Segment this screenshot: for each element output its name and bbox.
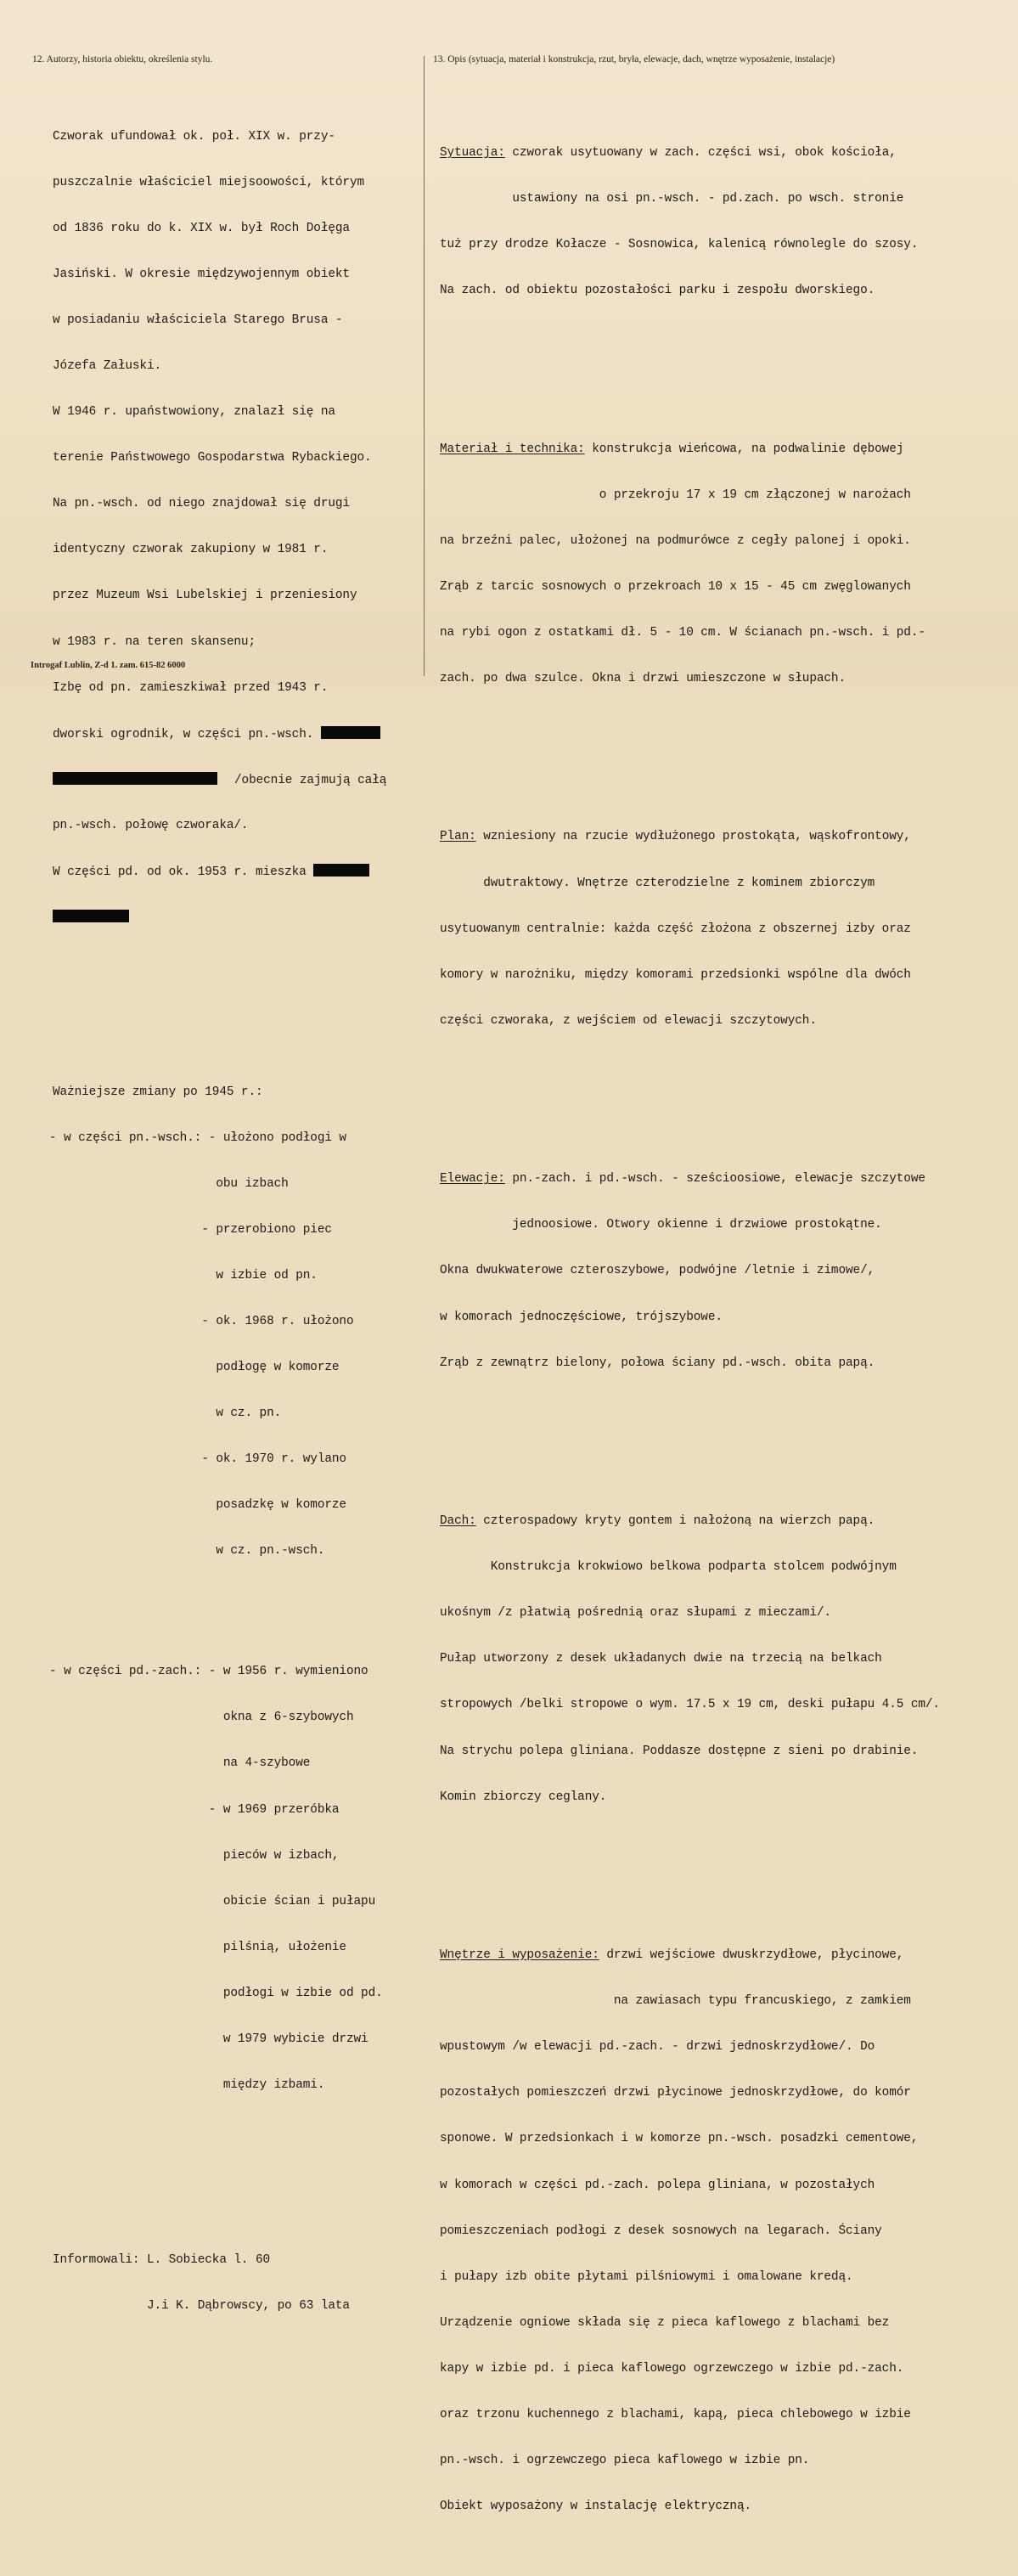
text-line: Urządzenie ogniowe składa się z pieca kaflowego z blachami bez	[440, 2315, 890, 2330]
redaction-block	[313, 864, 369, 877]
text-fragment: pn.-zach. i pd.-wsch. - sześcioosiowe, elewacje szczytowe	[504, 1172, 925, 1187]
text-line: Komin zbiorczy ceglany.	[440, 1790, 607, 1804]
material-section	[440, 411, 1017, 718]
list-item: pieców w izbach,	[49, 1848, 340, 1863]
text-fragment: /obecnie zajmują całą	[234, 773, 387, 787]
text-line: Informowali: L. Sobiecka l. 60	[53, 2252, 271, 2267]
text-line: Zrąb z zewnątrz bielony, połowa ściany pd.-wsch. obita papą.	[440, 1356, 875, 1370]
text-line	[440, 145, 1017, 161]
sytuacja-section	[440, 115, 1017, 330]
list-item: obicie ścian i pułapu	[49, 1894, 376, 1908]
list-item: okna z 6-szybowych	[49, 1711, 354, 1725]
wnetrze-section	[440, 1917, 1017, 2545]
text-line: sponowe. W przedsionkach i w komorze pn.-wsch. posadzki cementowe,	[440, 2132, 919, 2146]
text-line: zach. po dwa szulce. Okna i drzwi umieszczone w słupach.	[440, 672, 846, 686]
text-line	[440, 829, 1017, 844]
text-line	[440, 1513, 1017, 1529]
text-line: Pułap utworzony z desek układanych dwie na trzecią na belkach	[440, 1652, 882, 1666]
list-item: podłogi w izbie od pd.	[49, 1986, 383, 2000]
text-line: J.i K. Dąbrowscy, po 63 lata	[53, 2298, 350, 2313]
history-paragraph	[53, 99, 423, 955]
text-line	[440, 442, 1017, 457]
text-line: jednoosiowe. Otwory okienne i drzwiowe prostokątne.	[440, 1218, 882, 1232]
text-fragment: dworski ogrodnik, w części pn.-wsch.	[53, 727, 321, 741]
text-line: Izbę od pn. zamieszkiwał przed 1943 r.	[53, 680, 329, 695]
text-line: Ważniejsze zmiany po 1945 r.:	[53, 1085, 263, 1099]
list-item: obu izbach	[49, 1176, 289, 1191]
text-line: usytuowanym centralnie: każda część złożona z obszernej izby oraz	[440, 922, 911, 936]
text-line: komory w narożniku, między komorami przedsionki wspólne dla dwóch	[440, 967, 911, 982]
section-title: Sytuacja:	[440, 146, 505, 160]
list-item: posadzkę w komorze	[49, 1498, 346, 1513]
text-line	[53, 910, 423, 925]
text-line: Zrąb z tarcic sosnowych o przekroach 10 x 15 - 45 cm zwęglowanych	[440, 579, 911, 594]
redaction-block	[53, 772, 217, 785]
section-12-header: 12. Autorzy, historia obiektu, określenia stylu.	[32, 54, 213, 65]
text-line: w posiadaniu właściciela Starego Brusa -	[53, 313, 343, 328]
list-item: - w 1969 przeróbka	[49, 1802, 340, 1817]
section-title: Materiał i technika:	[440, 442, 585, 456]
text-line	[440, 1948, 1017, 1963]
text-line: oraz trzonu kuchennego z blachami, kapą, pieca chlebowego w izbie	[440, 2408, 911, 2422]
list-item: - ok. 1970 r. wylano	[49, 1452, 346, 1467]
text-fragment: czterospadowy kryty gontem i nałożoną na wierzch papą.	[475, 1513, 875, 1528]
text-line: Czworak ufundował ok. poł. XIX w. przy-	[53, 130, 335, 144]
text-line: w 1983 r. na teren skansenu;	[53, 634, 256, 649]
list-item: między izbami.	[49, 2077, 325, 2092]
informers	[53, 2222, 423, 2344]
text-fragment: W części pd. od ok. 1953 r. mieszka	[53, 865, 314, 879]
list-item: - ok. 1968 r. ułożono	[49, 1315, 354, 1329]
text-line: W 1946 r. upaństwowiony, znalazł się na	[53, 405, 335, 420]
text-line: w komorach w części pd.-zach. polepa gliniana, w pozostałych	[440, 2178, 875, 2192]
list-item: w cz. pn.-wsch.	[49, 1544, 325, 1559]
column-divider	[424, 56, 425, 676]
text-fragment: wzniesiony na rzucie wydłużonego prostokąta, wąskofrontowy,	[475, 830, 911, 844]
text-line: Na pn.-wsch. od niego znajdował się drugi	[53, 497, 350, 511]
text-line: terenie Państwowego Gospodarstwa Rybackiego.	[53, 451, 372, 465]
text-line: pn.-wsch. połowę czworaka/.	[53, 818, 249, 832]
text-line: Obiekt wyposażony w instalację elektryczną.	[440, 2500, 752, 2514]
text-line: stropowych /belki stropowe o wym. 17.5 x 19 cm, deski pułapu 4.5 cm/.	[440, 1698, 940, 1712]
text-line: Na zach. od obiektu pozostałości parku i zespołu dworskiego.	[440, 284, 875, 298]
text-line: ukośnym /z płatwią pośrednią oraz słupami z mieczami/.	[440, 1606, 831, 1621]
redaction-block	[53, 910, 129, 922]
text-line: o przekroju 17 x 19 cm złączonej w narożach	[440, 488, 911, 502]
section-title: Plan:	[440, 830, 476, 844]
text-line: Konstrukcja krokwiowo belkowa podparta stolcem podwójnym	[440, 1559, 897, 1574]
text-fragment: konstrukcja wieńcowa, na podwalinie dębowej	[584, 442, 904, 456]
text-line: pn.-wsch. i ogrzewczego pieca kaflowego w izbie pn.	[440, 2454, 810, 2468]
text-line: ustawiony na osi pn.-wsch. - pd.zach. po wsch. stronie	[440, 192, 904, 206]
text-line: kapy w izbie pd. i pieca kaflowego ogrzewczego w izbie pd.-zach.	[440, 2362, 904, 2376]
text-line: pozostałych pomieszczeń drzwi płycinowe jednoskrzydłowe, do komór	[440, 2086, 911, 2100]
text-line: Na strychu polepa gliniana. Poddasze dostępne z sieni po drabinie.	[440, 1744, 919, 1758]
text-line: Józefa Załuski.	[53, 359, 162, 374]
redaction-block	[321, 726, 380, 739]
text-line: identyczny czworak zakupiony w 1981 r.	[53, 543, 329, 557]
list-item: - przerobiono piec	[49, 1222, 332, 1237]
elewacje-section	[440, 1141, 1017, 1401]
text-line	[53, 772, 423, 787]
text-line: na zawiasach typu francuskiego, z zamkiem	[440, 1993, 911, 2008]
plan-section	[440, 798, 1017, 1059]
text-line	[440, 1171, 1017, 1187]
text-line: pomieszczeniach podłogi z desek sosnowych na legarach. Ściany	[440, 2224, 882, 2238]
text-fragment: czworak usytuowany w zach. części wsi, obok kościoła,	[504, 146, 897, 160]
text-line: i pułapy izb obite płytami pilśniowymi i omalowane kredą.	[440, 2269, 853, 2284]
section-13-header: 13. Opis (sytuacja, materiał i konstrukcja, rzut, bryła, elewacje, dach, wnętrze wyposażenie, instalacje)	[433, 54, 835, 65]
section-title: Elewacje:	[440, 1172, 505, 1187]
changes-list	[49, 1054, 423, 2123]
text-line: dwutraktowy. Wnętrze czterodzielne z kominem zbiorczym	[440, 876, 875, 890]
text-line: na rybi ogon z ostatkami dł. 5 - 10 cm. W ścianach pn.-wsch. i pd.-	[440, 626, 925, 640]
list-item: - w części pd.-zach.: - w 1956 r. wymieniono	[49, 1665, 368, 1679]
section-title: Wnętrze i wyposażenie:	[440, 1948, 599, 1962]
text-line: przez Muzeum Wsi Lubelskiej i przeniesiony	[53, 589, 357, 603]
text-line: Okna dwukwaterowe czteroszybowe, podwójne /letnie i zimowe/,	[440, 1264, 875, 1278]
dach-section	[440, 1483, 1017, 1835]
text-line: wpustowym /w elewacji pd.-zach. - drzwi jednoskrzydłowe/. Do	[440, 2040, 875, 2055]
list-item: w izbie od pn.	[49, 1269, 318, 1283]
list-item: na 4-szybowe	[49, 1756, 311, 1771]
list-item: w cz. pn.	[49, 1406, 282, 1421]
printer-imprint: Introgaf Lublin, Z-d 1. zam. 615-82 6000	[31, 661, 186, 670]
list-item: w 1979 wybicie drzwi	[49, 2032, 368, 2046]
list-item: - w części pn.-wsch.: - ułożono podłogi w	[49, 1130, 346, 1145]
history-column	[49, 68, 423, 2375]
text-line: na brzeźni palec, ułożonej na podmurówce z cegły palonej i opoki.	[440, 533, 911, 548]
text-line: w komorach jednoczęściowe, trójszybowe.	[440, 1310, 723, 1324]
text-fragment: drzwi wejściowe dwuskrzydłowe, płycinowe,	[599, 1948, 904, 1962]
text-line: Jasiński. W okresie międzywojennym obiekt	[53, 268, 350, 282]
section-title: Dach:	[440, 1513, 476, 1528]
list-item: pilśnią, ułożenie	[49, 1940, 346, 1954]
text-line: puszczalnie właściciel miejsoowości, którym	[53, 176, 365, 190]
text-line: części czworaka, z wejściem od elewacji szczytowych.	[440, 1013, 817, 1028]
text-line	[53, 726, 423, 741]
list-item: podłogę w komorze	[49, 1361, 340, 1375]
description-column	[440, 69, 1017, 2576]
text-line: od 1836 roku do k. XIX w. był Roch Dołęga	[53, 222, 350, 236]
text-line: tuż przy drodze Kołacze - Sosnowica, kalenicą równolegle do szosy.	[440, 238, 919, 252]
text-line	[53, 864, 423, 879]
